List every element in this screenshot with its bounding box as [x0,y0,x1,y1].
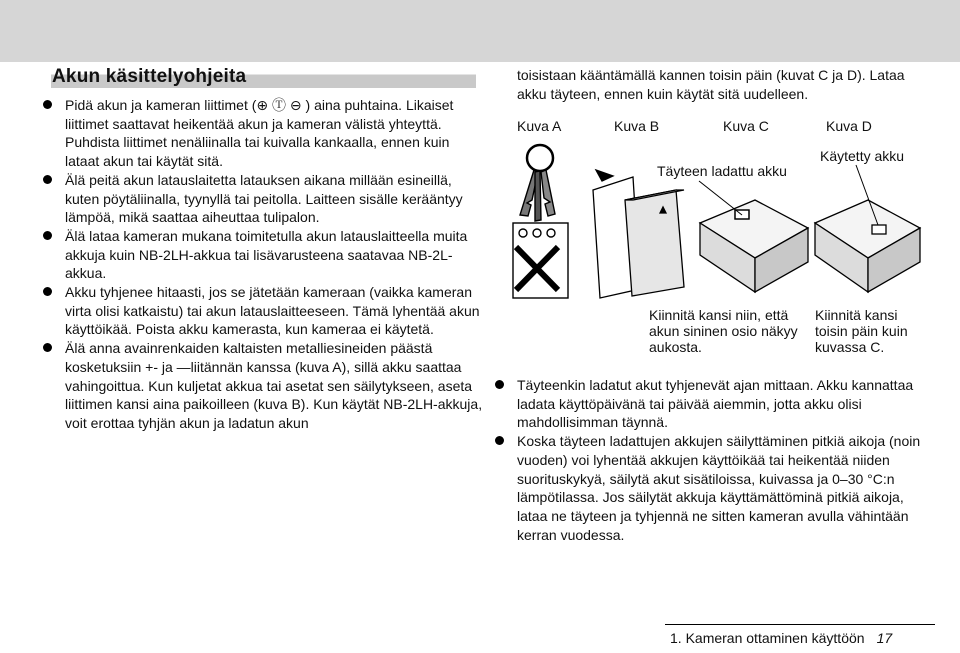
figure-label-b: Kuva B [614,118,660,134]
caption-figure-d: Kiinnitä kansi toisin päin kuin kuvassa C. [815,307,908,355]
caption-figure-c: Kiinnitä kansi niin, että akun sininen osio näkyy aukosta. [649,307,798,355]
right-intro: toisistaan kääntämällä kannen toisin päin (kuvat C ja D). Lataa akku täyteen, ennen kuin käytät sitä uudelleen. [517,67,905,102]
heading-text: Akun käsittelyohjeita [52,66,247,87]
paragraph-text: Akku tyhjenee hitaasti, jos se jätetään kameraan (vaikka kameran virta olisi katkaistu) tai akun latauslaitteeseen. Tämä lyhentää akun käyttöikää. Poista akku kamerasta, kun kameraa ei käytetä. [65,284,480,338]
paragraph-text: Koska täyteen ladattujen akkujen säilyttäminen pitkiä aikoja (noin vuoden) voi lyhentää akkujen käyttöikää tai heikentää niiden suorituskykyä, säilytä akut sisätiloissa, kuivassa ja 0–30 °C:n lämpötilassa. Jos säilytät akkuja käyttämättöminä pitkiä aikoja, lataa ne täyteen ja tyhjennä ne sitten kameran avulla vähintään kerran vuodessa. [517,433,921,543]
figure-c-full-battery [700,200,808,292]
figure-label-a: Kuva A [517,118,562,134]
figure-b-battery-cover [593,170,684,298]
paragraph-text: Älä peitä akun latauslaitetta latauksen aikana millään esineillä, kuten pöytäliinalla, tyynyllä tai peitolla. Laitteen sisälle kerääntyy lämpöä, mikä saattaa aiheuttaa tulipalon. [65,171,463,226]
paragraph-text: Pidä akun ja kameran liittimet (⊕ Ⓣ ⊖ ) aina puhtaina. Likaiset liittimet saattavat heikentää akun ja kameran välistä yhteyttä. Puhdista liittimet nenäliinalla tai kuivalla kankaalla, ennen kuin lataat akun tai käytät sitä. [65,97,454,170]
page-number: 17 [876,630,893,646]
paragraph-text: Täyteenkin ladatut akut tyhjenevät ajan mittaan. Akku kannattaa ladata käyttöpäivänä tai päivää aiemmin, jotta akku olisi mahdollisimman täynnä. [517,377,914,431]
footer-rule [665,624,935,625]
footer-section: 1. Kameran ottaminen käyttöön [670,630,865,646]
label-full-battery: Täyteen ladattu akku [657,163,787,179]
page-footer [670,630,892,646]
label-used-battery: Käytetty akku [820,148,905,164]
paragraph-text: Älä lataa kameran mukana toimitetulla akun latauslaitteella muita akkuja kuin NB-2LH-akkua tai lisävarusteena saatavaa NB-2L-akkua. [65,227,468,282]
figure-label-d: Kuva D [826,118,872,134]
figure-label-c: Kuva C [723,118,769,134]
paragraph-text: Älä anna avainrenkaiden kaltaisten metalliesineiden päästä kosketuksiin +- ja —liitännän kanssa (kuva A), sillä akku saattaa vahingoittua. Kun kuljetat akkua tai asetat sen säilytykseen, aseta liittimen kansi aina paikoilleen (kuva B). Kun käytät NB-2LH-akkuja, voit erottaa tyhjän akun ja ladatun akun [65,340,483,431]
right-bullets [517,376,932,544]
paragraph-self-discharge [517,376,932,432]
figure-a-keys-battery [513,145,568,298]
figure-d-used-battery [815,200,920,292]
bullet-icon [495,380,504,389]
paragraph-storage [517,432,932,544]
